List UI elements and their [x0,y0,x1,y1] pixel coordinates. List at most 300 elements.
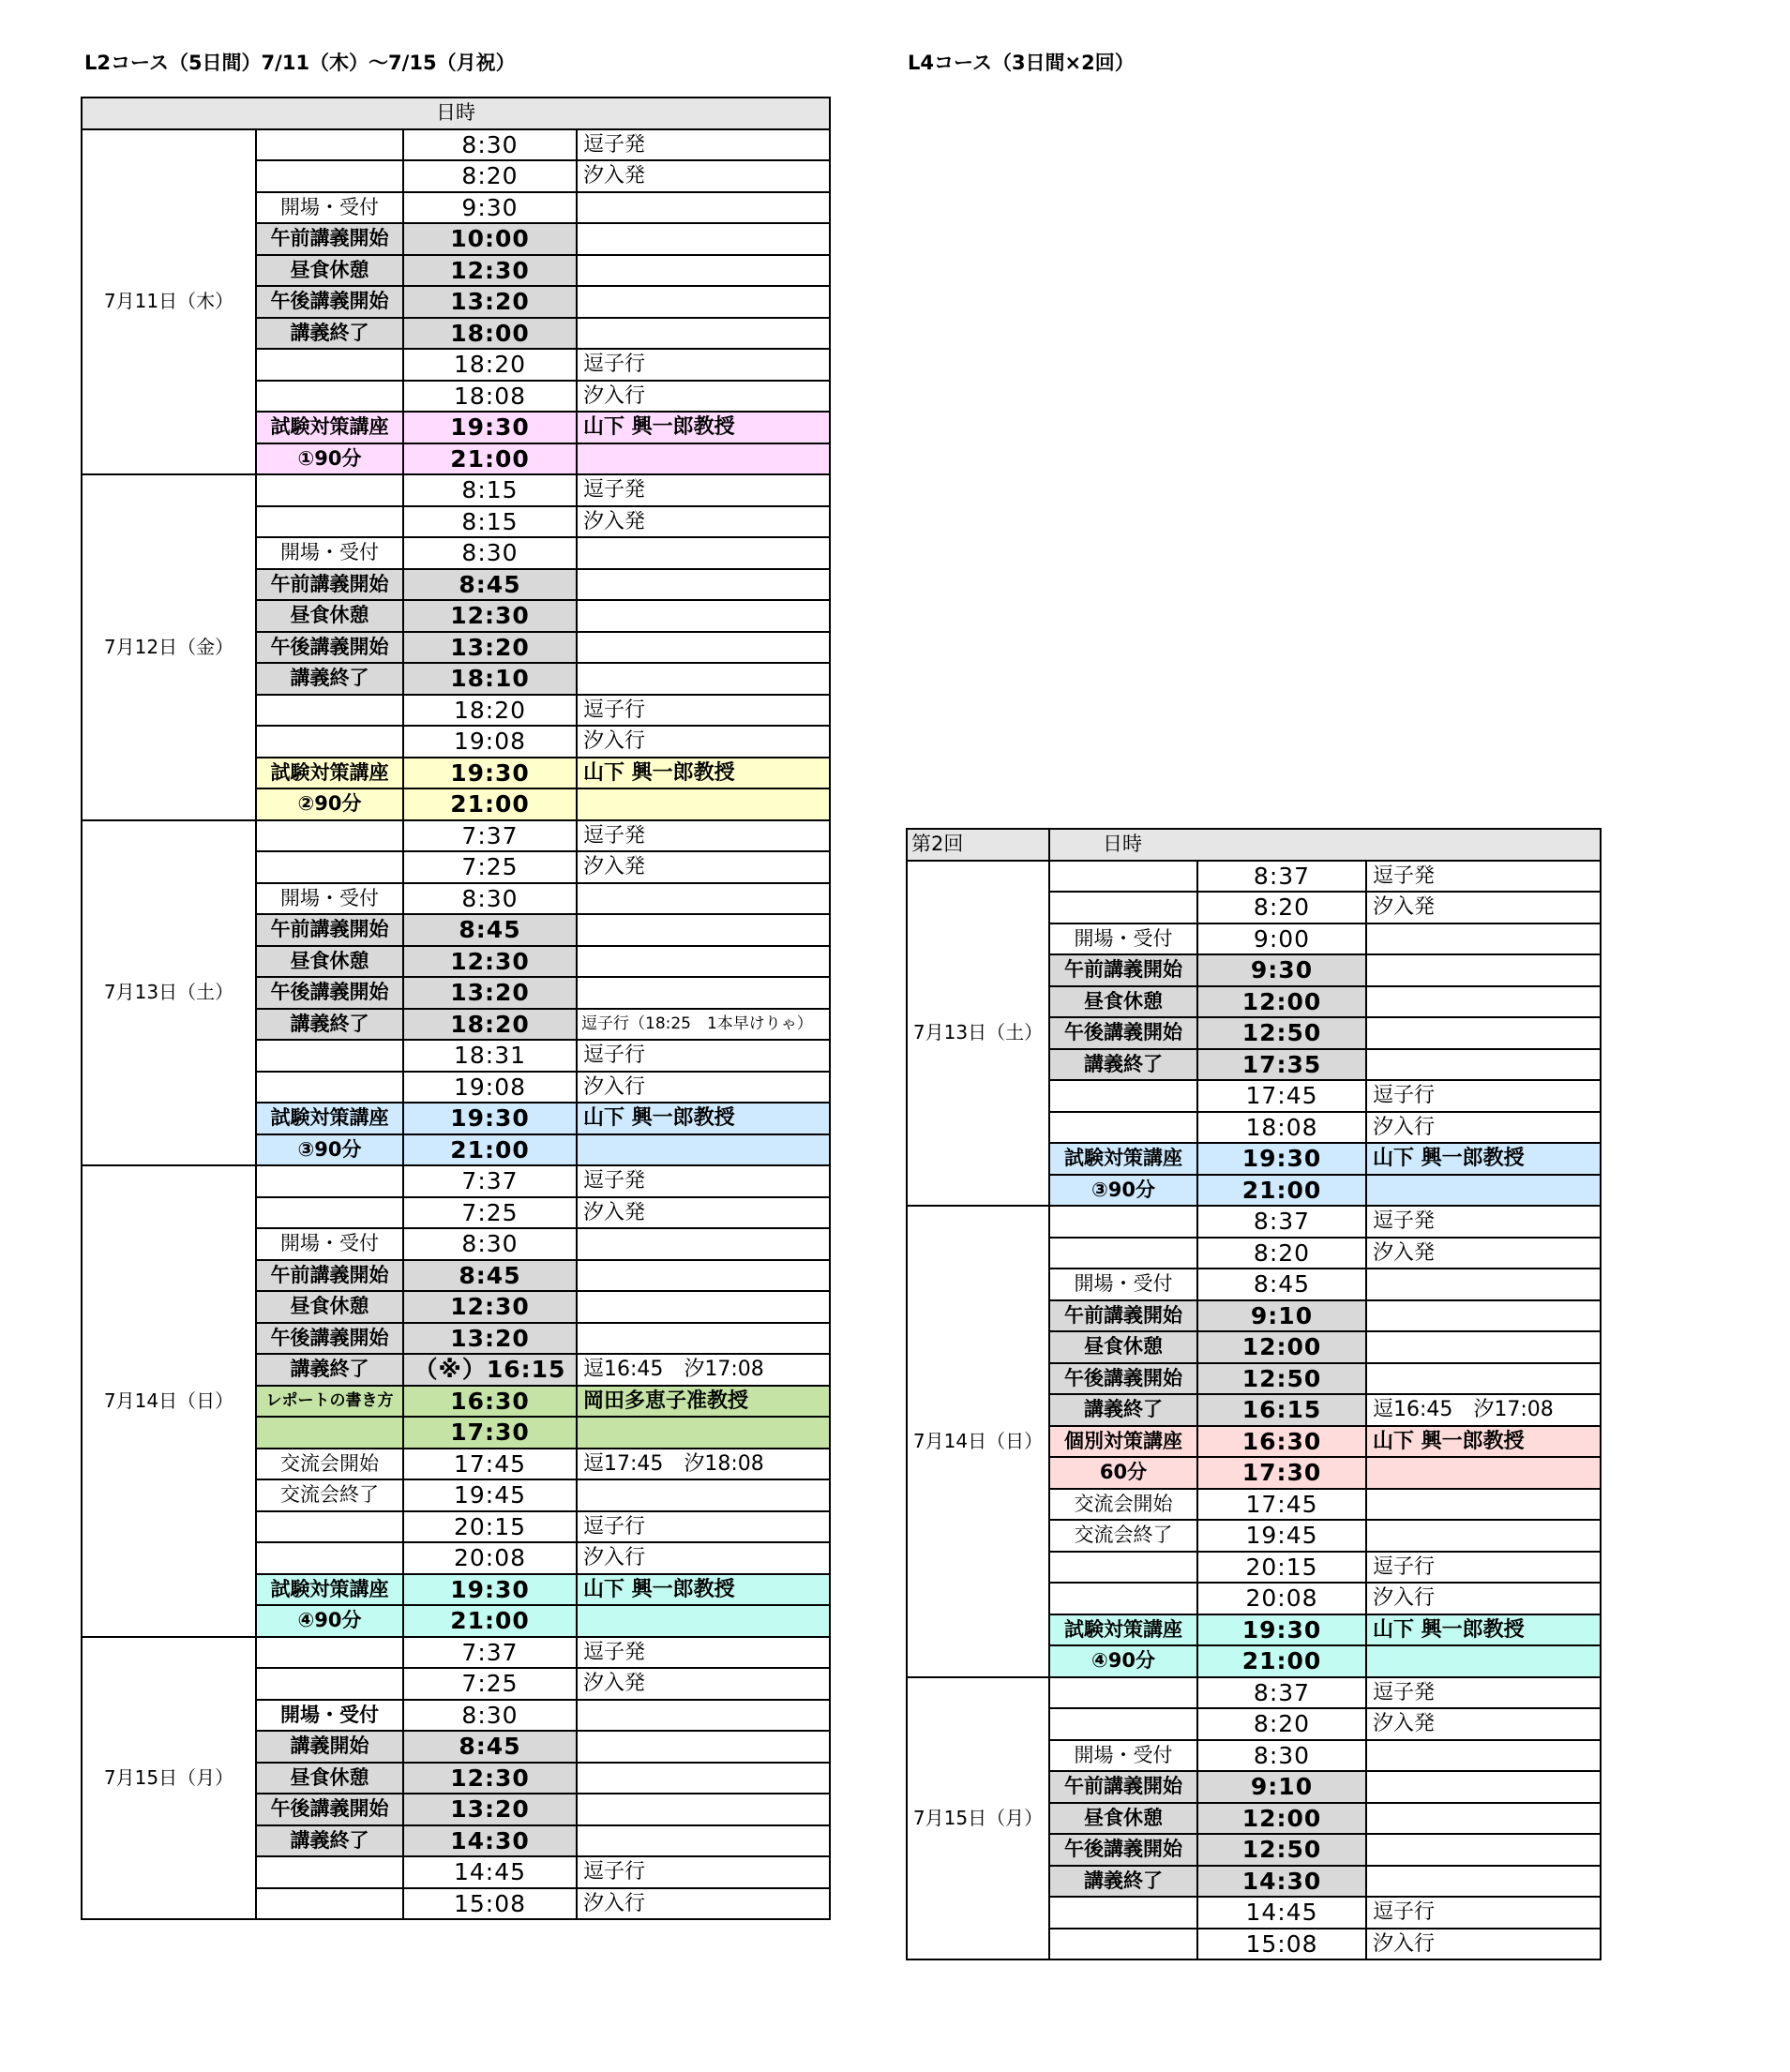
time-cell: 8:20 [1197,892,1366,923]
note-cell [577,569,830,601]
schedule-row [82,1165,830,1197]
note-cell [577,223,830,255]
event-label-cell: 昼食休憩 [1049,986,1197,1018]
event-label-cell: 開場・受付 [1049,1269,1197,1300]
time-cell: 7:25 [403,1668,577,1700]
note-cell: 逗子発 [1366,1677,1601,1709]
time-cell: 8:45 [403,569,577,601]
event-label-cell: 午後講義開始 [256,1323,403,1355]
event-label-cell: 講義開始 [256,1731,403,1763]
event-label-cell [256,1165,403,1197]
note-cell [577,192,830,224]
note-cell: 逗子行 [577,695,830,727]
time-cell: 18:10 [403,663,577,695]
time-cell: 8:20 [403,160,577,192]
event-label-cell: 講義終了 [1049,1866,1197,1898]
note-cell [577,1323,830,1355]
schedule-row [82,129,830,161]
time-cell: 12:30 [403,255,577,287]
event-label-cell: 開場・受付 [256,537,403,569]
event-label-cell: 開場・受付 [256,883,403,915]
time-cell: 14:45 [1197,1897,1366,1929]
note-cell: 汐入行 [577,726,830,758]
time-cell: 18:20 [403,1009,577,1041]
event-label-cell [1049,1929,1197,1960]
time-cell: 8:37 [1197,861,1366,893]
note-cell [577,1134,830,1166]
event-label-cell: 試験対策講座 [256,412,403,443]
event-label-cell [256,160,403,192]
event-label-cell [256,1040,403,1072]
time-cell: 19:30 [403,412,577,443]
l4-header-row [907,829,1601,861]
note-cell [577,600,830,632]
time-cell: 12:50 [1197,1017,1366,1049]
event-label-cell [1049,861,1197,893]
day-date-cell: 7月14日（日） [82,1165,256,1637]
time-cell: 19:30 [403,1103,577,1134]
time-cell: 18:20 [403,349,577,381]
time-cell: 12:30 [403,600,577,632]
time-cell: 19:45 [403,1479,577,1511]
time-cell: 17:30 [403,1417,577,1449]
event-label-cell: 講義終了 [256,663,403,695]
time-cell: 10:00 [403,223,577,255]
note-cell: 汐入発 [577,1197,830,1229]
note-cell [577,1763,830,1794]
time-cell: 12:30 [403,1763,577,1794]
note-cell [577,788,830,820]
note-cell: 山下 興一郎教授 [577,1103,830,1134]
event-label-cell: 午前講義開始 [256,1260,403,1292]
time-cell: 16:30 [1197,1426,1366,1458]
note-cell: 逗子行 [1366,1897,1601,1929]
event-label-cell [1049,1080,1197,1112]
note-cell [1366,1834,1601,1866]
event-label-cell: 60分 [1049,1457,1197,1489]
time-cell: 20:15 [403,1511,577,1543]
note-cell: 汐入発 [1366,1238,1601,1269]
day-date-cell: 7月13日（土） [907,861,1049,1207]
event-label-cell: 午前講義開始 [1049,1300,1197,1332]
time-cell: 8:20 [1197,1238,1366,1269]
note-cell: 逗子行 [1366,1080,1601,1112]
event-label-cell: 午前講義開始 [256,914,403,946]
event-label-cell: 昼食休憩 [256,946,403,978]
note-cell [577,914,830,946]
time-cell: 9:10 [1197,1771,1366,1803]
event-label-cell: 午前講義開始 [1049,954,1197,986]
event-label-cell [256,1668,403,1700]
time-cell: 9:30 [1197,954,1366,986]
note-cell: 逗16:45 汐17:08 [577,1354,830,1386]
note-cell [577,1700,830,1732]
event-label-cell: 午後講義開始 [256,977,403,1009]
event-label-cell [1049,892,1197,923]
note-cell: 汐入行 [1366,1929,1601,1960]
note-cell: 汐入行 [1366,1112,1601,1144]
time-cell: 8:37 [1197,1677,1366,1709]
note-cell [1366,954,1601,986]
note-cell: 汐入発 [577,160,830,192]
event-label-cell [256,1888,403,1920]
time-cell: 8:15 [403,474,577,506]
l4-round-label: 第2回 [907,829,1049,861]
note-cell: 山下 興一郎教授 [577,412,830,443]
note-cell: 逗子発 [1366,1206,1601,1238]
note-cell: 汐入発 [577,506,830,538]
event-label-cell [256,1197,403,1229]
note-cell [577,537,830,569]
note-cell: 汐入行 [577,1072,830,1104]
event-label-cell [256,726,403,758]
event-label-cell: 開場・受付 [1049,923,1197,955]
schedule-row [907,1677,1601,1709]
l4-schedule-table [906,828,1602,1960]
event-label-cell: 開場・受付 [256,1700,403,1732]
time-cell: 7:25 [403,1197,577,1229]
note-cell [577,663,830,695]
event-label-cell: 講義終了 [256,1009,403,1041]
event-label-cell: レポートの書き方 [256,1386,403,1418]
note-cell [1366,1866,1601,1898]
note-cell: 汐入行 [577,1542,830,1574]
event-label-cell: ④90分 [256,1605,403,1637]
event-label-cell: ③90分 [1049,1175,1197,1207]
note-cell [577,1417,830,1449]
note-cell: 汐入行 [577,381,830,413]
note-cell: 逗子発 [577,474,830,506]
time-cell: 14:30 [403,1825,577,1857]
note-cell: 山下 興一郎教授 [577,758,830,789]
note-cell [577,1605,830,1637]
time-cell: 18:08 [403,381,577,413]
time-cell: 13:20 [403,1323,577,1355]
event-label-cell: 講義終了 [256,1825,403,1857]
time-cell: 18:00 [403,318,577,350]
event-label-cell: 講義終了 [256,1354,403,1386]
time-cell: 13:20 [403,286,577,318]
note-cell [577,1291,830,1323]
note-cell: 汐入発 [577,851,830,883]
event-label-cell [1049,1206,1197,1238]
note-cell [1366,1803,1601,1835]
note-cell: 汐入発 [1366,1708,1601,1740]
note-cell: 山下 興一郎教授 [1366,1614,1601,1646]
event-label-cell: 試験対策講座 [1049,1143,1197,1175]
time-cell: 15:08 [1197,1929,1366,1960]
note-cell [577,443,830,475]
l2-course-title: L2コース（5日間）7/11（木）～7/15（月祝） [84,52,516,74]
l2-header-label: 日時 [82,98,830,129]
event-label-cell: 開場・受付 [1049,1740,1197,1772]
day-date-cell: 7月12日（金） [82,474,256,820]
day-date-cell: 7月15日（月） [907,1677,1049,1960]
event-label-cell [1049,1238,1197,1269]
event-label-cell: 昼食休憩 [256,1763,403,1794]
event-label-cell: 試験対策講座 [256,758,403,789]
time-cell: 21:00 [1197,1645,1366,1677]
event-label-cell: 交流会終了 [1049,1520,1197,1552]
note-cell [577,1228,830,1260]
event-label-cell: ③90分 [256,1134,403,1166]
event-label-cell: ④90分 [1049,1645,1197,1677]
time-cell: 8:45 [403,914,577,946]
note-cell: 逗子行（18:25 1本早けりゃ） [577,1009,830,1041]
time-cell: 8:15 [403,506,577,538]
note-cell [1366,1740,1601,1772]
event-label-cell [256,474,403,506]
time-cell: 8:30 [1197,1740,1366,1772]
note-cell: 岡田多恵子准教授 [577,1386,830,1418]
note-cell [577,318,830,350]
note-cell: 逗子発 [1366,861,1601,893]
event-label-cell [256,381,403,413]
event-label-cell [1049,1552,1197,1584]
time-cell: 19:30 [403,758,577,789]
note-cell [577,1825,830,1857]
note-cell [1366,1645,1601,1677]
event-label-cell: 午後講義開始 [256,286,403,318]
time-cell: 19:30 [403,1574,577,1606]
time-cell: 8:20 [1197,1708,1366,1740]
event-label-cell: 午後講義開始 [1049,1363,1197,1395]
event-label-cell [1049,1112,1197,1144]
note-cell: 逗子行 [577,1040,830,1072]
note-cell: 逗子発 [577,1637,830,1669]
note-cell [1366,1520,1601,1552]
time-cell: 21:00 [1197,1175,1366,1207]
time-cell: 7:37 [403,1165,577,1197]
event-label-cell: 午前講義開始 [256,569,403,601]
day-date-cell: 7月11日（木） [82,129,256,475]
event-label-cell: 昼食休憩 [256,600,403,632]
time-cell: 20:15 [1197,1552,1366,1584]
time-cell: 12:00 [1197,1803,1366,1835]
time-cell: 19:30 [1197,1614,1366,1646]
note-cell [1366,1175,1601,1207]
note-cell [577,286,830,318]
time-cell: 17:45 [1197,1489,1366,1521]
time-cell: 15:08 [403,1888,577,1920]
note-cell: 山下 興一郎教授 [1366,1143,1601,1175]
note-cell: 逗子行 [577,1856,830,1888]
event-label-cell: 個別対策講座 [1049,1426,1197,1458]
time-cell: 8:45 [403,1731,577,1763]
note-cell [577,977,830,1009]
event-label-cell: 交流会終了 [256,1479,403,1511]
l4-course-title: L4コース（3日間×2回） [908,52,1135,74]
event-label-cell: 午後講義開始 [1049,1834,1197,1866]
time-cell: 17:35 [1197,1049,1366,1081]
time-cell: 12:30 [403,946,577,978]
event-label-cell: 午前講義開始 [1049,1771,1197,1803]
event-label-cell: 講義終了 [1049,1049,1197,1081]
note-cell: 汐入行 [577,1888,830,1920]
event-label-cell: ②90分 [256,788,403,820]
time-cell: 13:20 [403,977,577,1009]
schedule-row [907,1206,1601,1238]
time-cell: 13:20 [403,1794,577,1825]
note-cell: 逗子発 [577,1165,830,1197]
time-cell: （※）16:15 [403,1354,577,1386]
time-cell: 7:25 [403,851,577,883]
time-cell: 19:45 [1197,1520,1366,1552]
time-cell: 12:00 [1197,986,1366,1018]
event-label-cell: 昼食休憩 [256,1291,403,1323]
event-label-cell: 試験対策講座 [256,1574,403,1606]
note-cell: 山下 興一郎教授 [577,1574,830,1606]
note-cell [1366,1489,1601,1521]
time-cell: 16:15 [1197,1394,1366,1426]
schedule-row [82,1637,830,1669]
note-cell: 逗17:45 汐18:08 [577,1449,830,1480]
note-cell: 汐入発 [1366,892,1601,923]
note-cell [1366,1771,1601,1803]
time-cell: 21:00 [403,1134,577,1166]
time-cell: 20:08 [1197,1583,1366,1614]
note-cell [1366,986,1601,1018]
time-cell: 8:30 [403,1228,577,1260]
time-cell: 17:45 [403,1449,577,1480]
day-date-cell: 7月14日（日） [907,1206,1049,1677]
time-cell: 12:50 [1197,1834,1366,1866]
time-cell: 18:31 [403,1040,577,1072]
time-cell: 18:08 [1197,1112,1366,1144]
event-label-cell: 交流会開始 [1049,1489,1197,1521]
note-cell [1366,1017,1601,1049]
time-cell: 20:08 [403,1542,577,1574]
note-cell [1366,1457,1601,1489]
event-label-cell: ①90分 [256,443,403,475]
time-cell: 9:30 [403,192,577,224]
l2-header-row [82,98,830,129]
event-label-cell [1049,1708,1197,1740]
time-cell: 14:30 [1197,1866,1366,1898]
event-label-cell [1049,1583,1197,1614]
event-label-cell [256,1856,403,1888]
note-cell: 逗16:45 汐17:08 [1366,1394,1601,1426]
time-cell: 13:20 [403,632,577,664]
event-label-cell: 試験対策講座 [256,1103,403,1134]
event-label-cell: 昼食休憩 [256,255,403,287]
event-label-cell [1049,1897,1197,1929]
event-label-cell [256,820,403,852]
note-cell [1366,1269,1601,1300]
event-label-cell: 開場・受付 [256,1228,403,1260]
time-cell: 8:30 [403,537,577,569]
note-cell [1366,1300,1601,1332]
time-cell: 16:30 [403,1386,577,1418]
schedule-row [82,820,830,852]
note-cell [1366,1049,1601,1081]
note-cell: 山下 興一郎教授 [1366,1426,1601,1458]
note-cell [1366,923,1601,955]
event-label-cell [256,506,403,538]
note-cell: 逗子発 [577,129,830,161]
event-label-cell: 昼食休憩 [1049,1803,1197,1835]
time-cell: 18:20 [403,695,577,727]
schedule-row [82,474,830,506]
time-cell: 7:37 [403,1637,577,1669]
note-cell: 逗子行 [1366,1552,1601,1584]
schedule-row [907,861,1601,893]
note-cell: 逗子行 [577,349,830,381]
time-cell: 17:30 [1197,1457,1366,1489]
time-cell: 8:30 [403,1700,577,1732]
note-cell: 汐入行 [1366,1583,1601,1614]
event-label-cell: 開場・受付 [256,192,403,224]
event-label-cell: 講義終了 [1049,1394,1197,1426]
event-label-cell [256,1511,403,1543]
l4-header-label: 日時 [1049,829,1601,861]
time-cell: 8:30 [403,129,577,161]
time-cell: 12:00 [1197,1331,1366,1363]
time-cell: 19:08 [403,726,577,758]
event-label-cell [256,695,403,727]
time-cell: 21:00 [403,788,577,820]
time-cell: 9:10 [1197,1300,1366,1332]
time-cell: 21:00 [403,443,577,475]
time-cell: 8:45 [403,1260,577,1292]
event-label-cell: 試験対策講座 [1049,1614,1197,1646]
event-label-cell [256,1542,403,1574]
event-label-cell [256,851,403,883]
event-label-cell [256,1417,403,1449]
time-cell: 21:00 [403,1605,577,1637]
note-cell [1366,1363,1601,1395]
time-cell: 19:30 [1197,1143,1366,1175]
event-label-cell [1049,1677,1197,1709]
note-cell [577,255,830,287]
event-label-cell [256,1637,403,1669]
note-cell [577,632,830,664]
note-cell [577,1260,830,1292]
note-cell [577,1479,830,1511]
note-cell: 汐入発 [577,1668,830,1700]
l2-schedule-table [81,97,831,1920]
time-cell: 14:45 [403,1856,577,1888]
time-cell: 7:37 [403,820,577,852]
note-cell [577,1794,830,1825]
time-cell: 17:45 [1197,1080,1366,1112]
event-label-cell: 午後講義開始 [256,1794,403,1825]
event-label-cell [256,129,403,161]
note-cell: 逗子発 [577,820,830,852]
event-label-cell: 午後講義開始 [1049,1017,1197,1049]
note-cell [577,883,830,915]
event-label-cell [256,349,403,381]
event-label-cell: 昼食休憩 [1049,1331,1197,1363]
time-cell: 12:50 [1197,1363,1366,1395]
time-cell: 19:08 [403,1072,577,1104]
note-cell [1366,1331,1601,1363]
day-date-cell: 7月13日（土） [82,820,256,1166]
event-label-cell: 講義終了 [256,318,403,350]
time-cell: 8:30 [403,883,577,915]
time-cell: 12:30 [403,1291,577,1323]
note-cell [577,1731,830,1763]
day-date-cell: 7月15日（月） [82,1637,256,1920]
event-label-cell: 交流会開始 [256,1449,403,1480]
event-label-cell: 午後講義開始 [256,632,403,664]
time-cell: 8:45 [1197,1269,1366,1300]
time-cell: 8:37 [1197,1206,1366,1238]
event-label-cell [256,1072,403,1104]
note-cell [577,946,830,978]
time-cell: 9:00 [1197,923,1366,955]
event-label-cell: 午前講義開始 [256,223,403,255]
